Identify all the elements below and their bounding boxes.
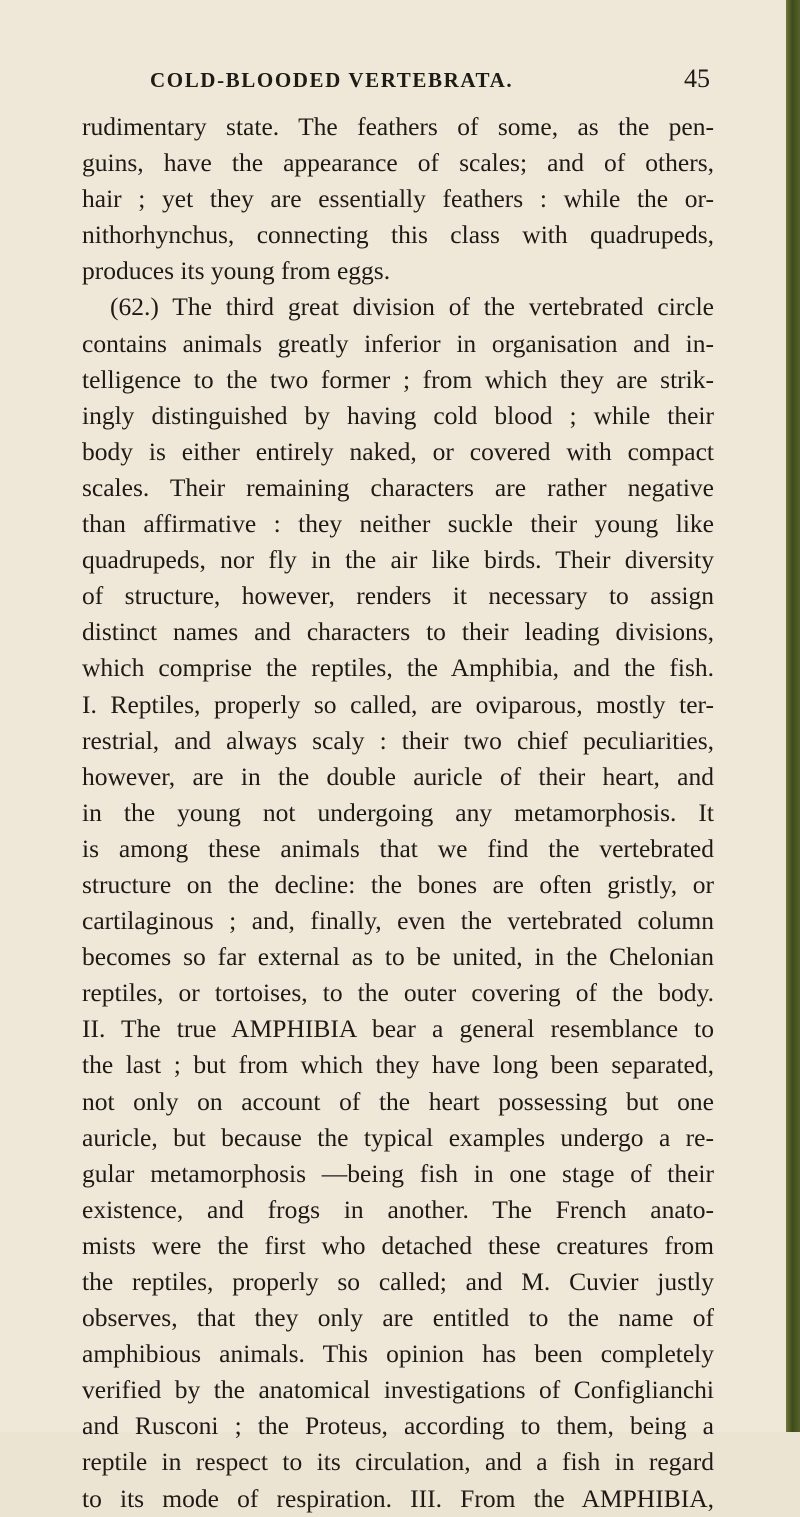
text-line: cartilaginous ; and, finally, even the vertebrated column [82, 906, 714, 936]
text-line: nithorhynchus, connecting this class with quadrupeds, [82, 220, 714, 250]
text-line: amphibious animals. This opinion has been completely [82, 1339, 714, 1369]
text-line: verified by the anatomical investigations of Configlianchi [82, 1375, 714, 1405]
text-line: which comprise the reptiles, the Amphibia, and the fish. [82, 653, 714, 683]
text-line: mists were the first who detached these creatures from [82, 1230, 714, 1260]
text-line: (62.) The third great division of the vertebrated circle [110, 292, 714, 322]
text-line: observes, that they only are entitled to the name of [82, 1303, 714, 1333]
text-line: scales. Their remaining characters are rather negative [82, 472, 714, 502]
text-line: rudimentary state. The feathers of some, as the pen- [82, 112, 714, 141]
text-line: guins, have the appearance of scales; and of others, [82, 148, 714, 178]
text-line: in the young not undergoing any metamorphosis. It [82, 797, 714, 827]
text-line: reptiles, or tortoises, to the outer covering of the body. [82, 978, 714, 1008]
running-head [150, 64, 710, 98]
page-number: 45 [684, 64, 710, 93]
text-line: telligence to the two former ; from which they are strik- [82, 364, 714, 394]
text-line: I. Reptiles, properly so called, are oviparous, mostly ter- [82, 689, 714, 719]
text-line: quadrupeds, nor fly in the air like birds. Their diversity [82, 545, 714, 575]
text-line: and Rusconi ; the Proteus, according to them, being a [82, 1411, 714, 1441]
text-line: becomes so far external as to be united, in the Chelonian [82, 942, 714, 972]
text-line: restrial, and always scaly : their two chief peculiarities, [82, 725, 714, 755]
text-line: the reptiles, properly so called; and M. Cuvier justly [82, 1267, 714, 1296]
text-line: gular metamorphosis —being fish in one stage of their [82, 1158, 714, 1188]
text-line: ingly distinguished by having cold blood ; while their [82, 400, 714, 430]
text-line: the last ; but from which they have long been separated, [82, 1050, 714, 1080]
text-line: distinct names and characters to their leading divisions, [82, 617, 714, 647]
text-line: of structure, however, renders it necessary to assign [82, 581, 714, 611]
text-line: not only on account of the heart possessing but one [82, 1086, 714, 1116]
text-line: II. The true AMPHIBIA bear a general resemblance to [82, 1014, 714, 1044]
text-line: hair ; yet they are essentially feathers : while the or- [82, 184, 714, 214]
text-line: produces its young from eggs. [82, 256, 391, 286]
text-line: reptile in respect to its circulation, and a fish in regard [82, 1447, 714, 1477]
text-line: than affirmative : they neither suckle their young like [82, 509, 714, 539]
text-line: to its mode of respiration. III. From the AMPHIBIA, [82, 1483, 714, 1513]
text-line: contains animals greatly inferior in organisation and in- [82, 328, 714, 358]
running-head-title: COLD-BLOODED VERTEBRATA. [150, 68, 514, 92]
text-line: however, are in the double auricle of their heart, and [82, 761, 714, 791]
body-text [82, 109, 714, 1517]
text-line: body is either entirely naked, or covered with compact [82, 436, 714, 466]
text-line: is among these animals that we find the vertebrated [82, 833, 714, 863]
text-line: existence, and frogs in another. The French anato- [82, 1194, 714, 1224]
text-line: auricle, but because the typical examples undergo a re- [82, 1122, 714, 1152]
page-edge [786, 0, 800, 1432]
text-line: structure on the decline: the bones are often gristly, or [82, 869, 714, 899]
